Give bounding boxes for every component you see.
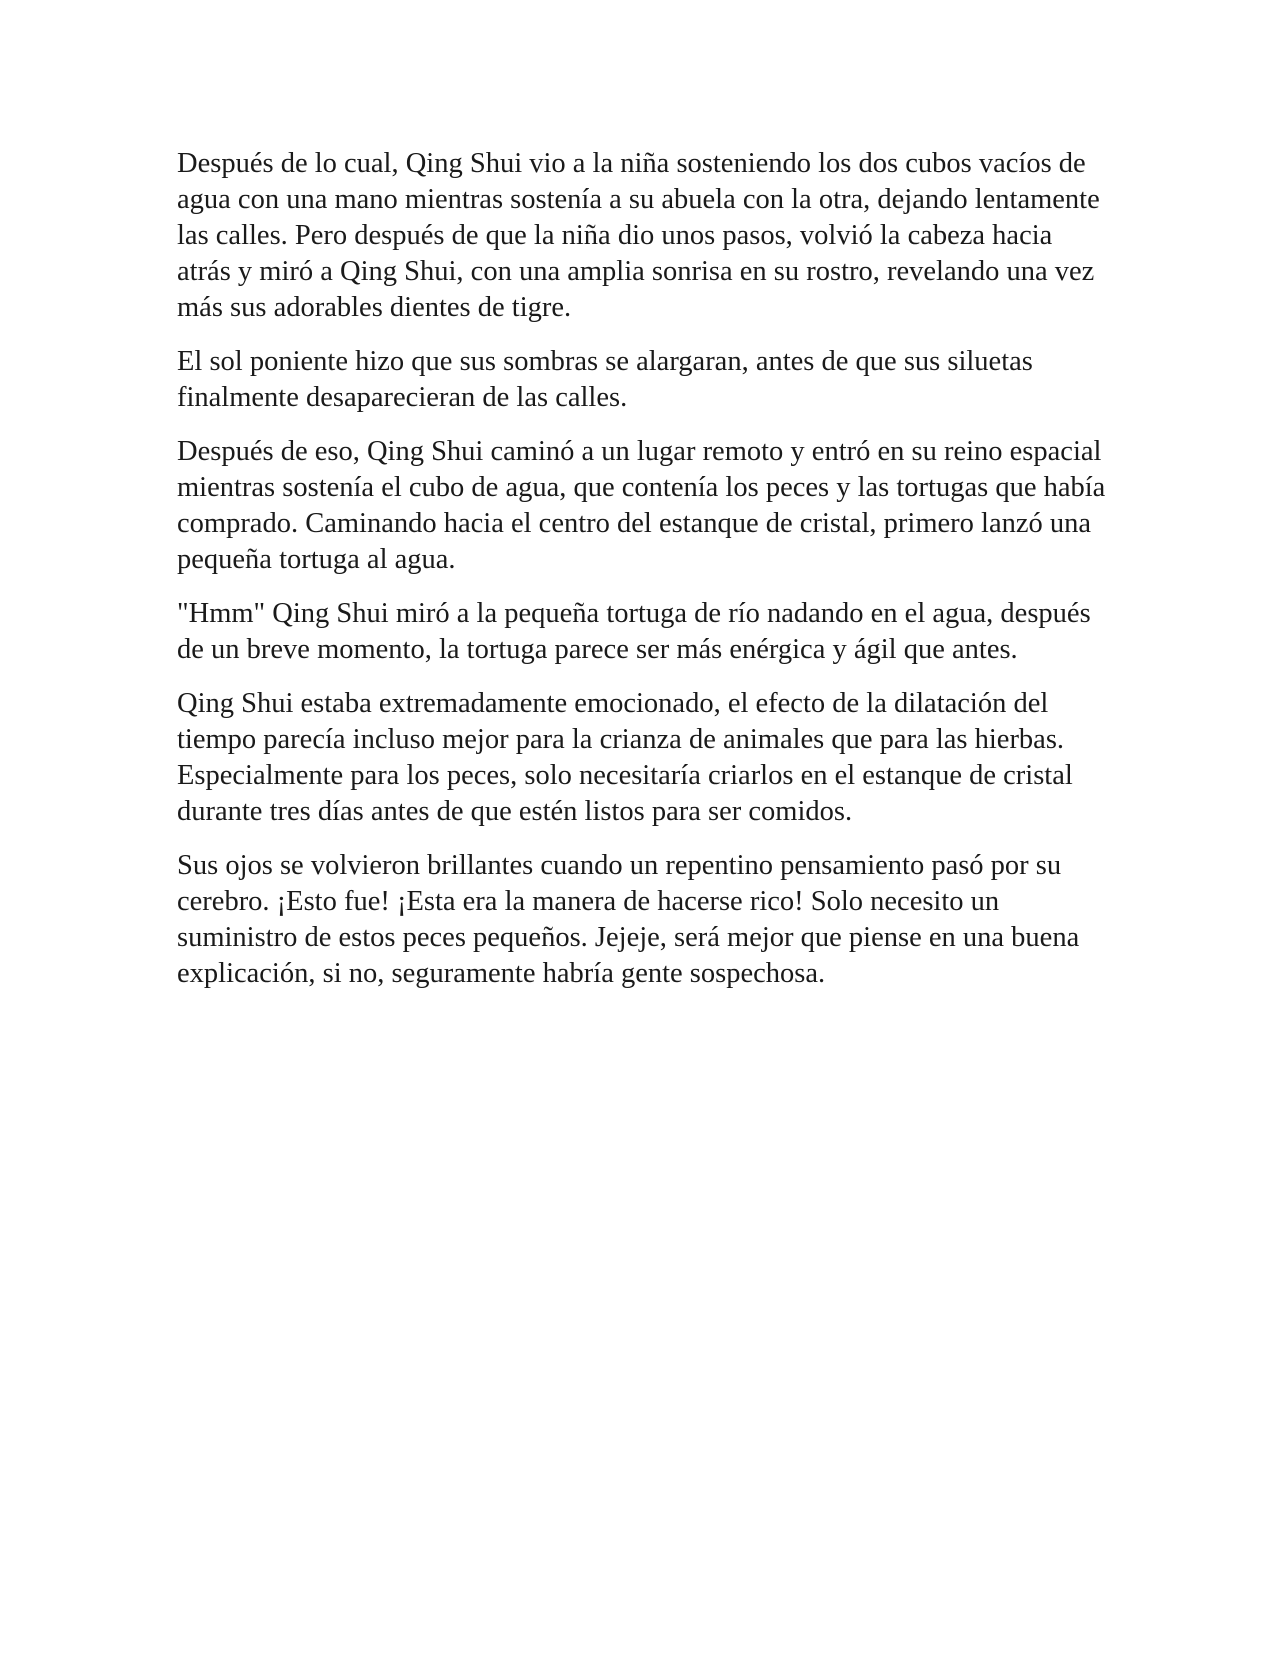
paragraph-5: Qing Shui estaba extremadamente emocionado, el efecto de la dilatación del tiempo parecía incluso mejor para la crianza de animales que para las hierbas. Especialmente para los peces, solo necesitaría criarlos en el estanque de cristal durante tres días antes de que estén listos para ser comidos. (177, 688, 1073, 827)
paragraph-1: Después de lo cual, Qing Shui vio a la niña sosteniendo los dos cubos vacíos de agua con una mano mientras sostenía a su abuela con la otra, dejando lentamente las calles. Pero después de que la niña dio unos pasos, volvió la cabeza hacia atrás y miró a Qing Shui, con una amplia sonrisa en su rostro, revelando una vez más sus adorables dientes de tigre. (177, 148, 1100, 323)
document-body (177, 146, 1107, 1010)
paragraph-3: Después de eso, Qing Shui caminó a un lugar remoto y entró en su reino espacial mientras sostenía el cubo de agua, que contenía los peces y las tortugas que había comprado. Caminando hacia el centro del estanque de cristal, primero lanzó una pequeña tortuga al agua. (177, 436, 1106, 575)
paragraph-2: El sol poniente hizo que sus sombras se alargaran, antes de que sus siluetas finalmente desaparecieran de las calles. (177, 346, 1033, 413)
paragraph-6: Sus ojos se volvieron brillantes cuando un repentino pensamiento pasó por su cerebro. ¡Esto fue! ¡Esta era la manera de hacerse rico! Solo necesito un suministro de estos peces pequeños. Jejeje, será mejor que piense en una buena explicación, si no, seguramente habría gente sospechosa. (177, 850, 1080, 989)
paragraph-4: "Hmm" Qing Shui miró a la pequeña tortuga de río nadando en el agua, después de un breve momento, la tortuga parece ser más enérgica y ágil que antes. (177, 598, 1091, 665)
